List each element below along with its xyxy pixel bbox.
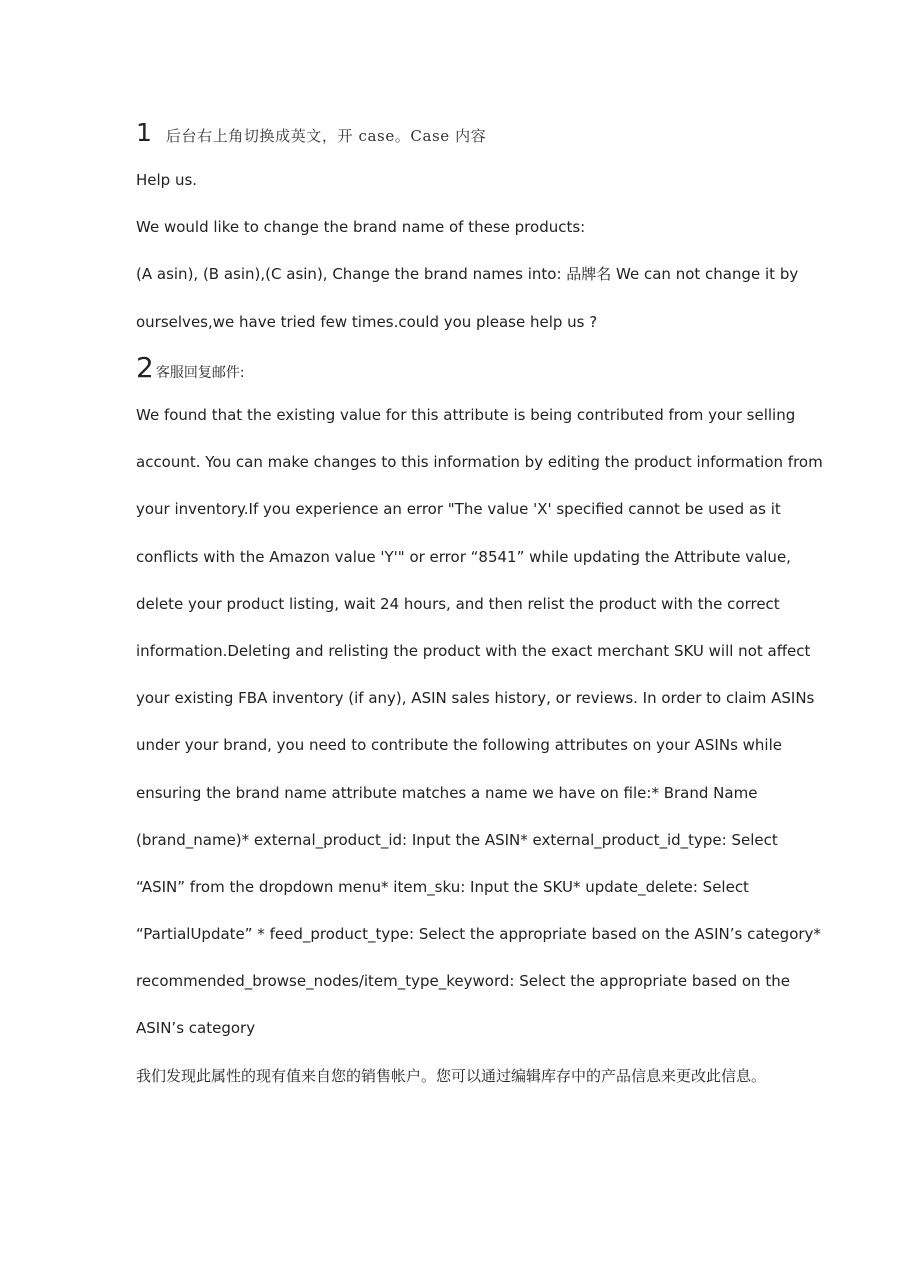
reply-line: information.Deleting and relisting the product with the exact merchant SKU will not affect bbox=[136, 641, 811, 660]
reply-line: your existing FBA inventory (if any), ASIN sales history, or reviews. In order to claim ASINs bbox=[136, 689, 815, 708]
reply-line: delete your product listing, wait 24 hours, and then relist the product with the correct bbox=[136, 594, 780, 613]
case-line-4: ourselves,we have tried few times.could you please help us ? bbox=[136, 313, 598, 331]
reply-line: “ASIN” from the dropdown menu* item_sku: Input the SKU* update_delete: Select bbox=[136, 877, 749, 896]
section-1-heading bbox=[136, 118, 486, 147]
section-1-title: 后台右上角切换成英文，开 case。Case 内容 bbox=[165, 127, 487, 145]
reply-line: account. You can make changes to this information by editing the product information from bbox=[136, 453, 823, 472]
reply-line: recommended_browse_nodes/item_type_keyword: Select the appropriate based on the bbox=[136, 972, 790, 991]
section-2-heading bbox=[136, 351, 245, 384]
chinese-translation-line: 我们发现此属性的现有值来自您的销售帐户。您可以通过编辑库存中的产品信息来更改此信息。 bbox=[136, 1067, 767, 1085]
case-line-2: We would like to change the brand name of these products: bbox=[136, 218, 586, 236]
reply-body bbox=[136, 404, 823, 1065]
case-line-1: Help us. bbox=[136, 171, 198, 189]
section-1-number: 1 bbox=[136, 118, 152, 147]
reply-line: your inventory.If you experience an error "The value 'X' specified cannot be used as it bbox=[136, 500, 781, 519]
section-2-number: 2 bbox=[136, 351, 154, 384]
reply-line: ensuring the brand name attribute matches a name we have on file:* Brand Name bbox=[136, 783, 758, 802]
reply-line: ASIN’s category bbox=[136, 1019, 256, 1038]
section-2-title: 客服回复邮件: bbox=[155, 365, 245, 381]
reply-line: under your brand, you need to contribute the following attributes on your ASINs while bbox=[136, 736, 782, 755]
reply-line: (brand_name)* external_product_id: Input the ASIN* external_product_id_type: Select bbox=[136, 830, 778, 849]
reply-line: “PartialUpdate” * feed_product_type: Select the appropriate based on the ASIN’s category* bbox=[136, 925, 821, 944]
reply-line: We found that the existing value for this attribute is being contributed from your selling bbox=[136, 406, 796, 424]
case-line-3: (A asin), (B asin),(C asin), Change the brand names into: 品牌名 We can not change it by bbox=[136, 265, 799, 283]
reply-line: conflicts with the Amazon value 'Y'" or error “8541” while updating the Attribute value, bbox=[136, 547, 791, 566]
